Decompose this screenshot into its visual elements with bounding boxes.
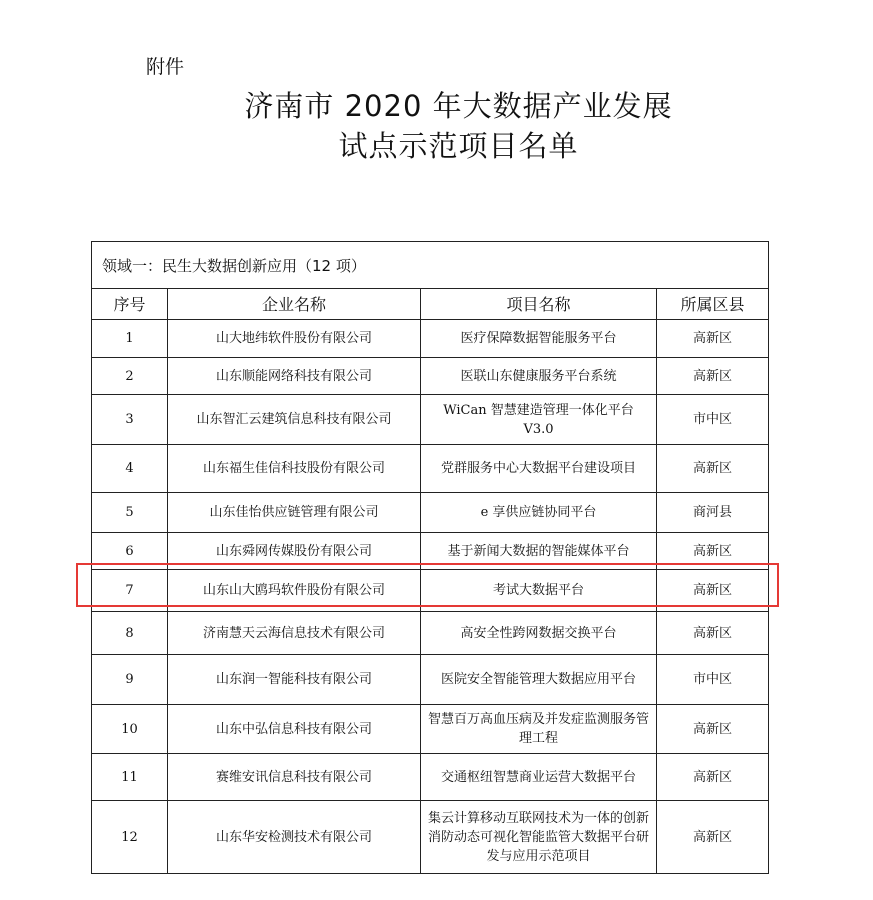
row-district: 高新区 bbox=[692, 368, 732, 384]
table-row bbox=[92, 705, 768, 754]
row-district: 市中区 bbox=[692, 412, 732, 427]
row-no: 5 bbox=[92, 493, 168, 532]
table-row bbox=[92, 358, 768, 395]
row-no: 12 bbox=[92, 801, 168, 873]
row-no: 8 bbox=[92, 612, 168, 654]
domain-heading: 领域一：民生大数据创新应用（12 项） bbox=[92, 242, 768, 289]
header-no: 序号 bbox=[92, 289, 168, 319]
row-project: 交通枢纽智慧商业运营大数据平台 bbox=[421, 754, 657, 800]
row-project: 党群服务中心大数据平台建设项目 bbox=[421, 445, 657, 492]
table-row bbox=[92, 655, 768, 705]
row-company: 山东顺能网络科技有限公司 bbox=[168, 358, 421, 394]
row-company: 赛维安讯信息科技有限公司 bbox=[168, 754, 421, 800]
table-row bbox=[92, 612, 768, 655]
document-title-line1: 济南市 2020 年大数据产业发展 bbox=[244, 89, 673, 123]
table-row bbox=[92, 320, 768, 358]
row-company: 山东中弘信息科技有限公司 bbox=[168, 705, 421, 753]
row-project: 高安全性跨网数据交换平台 bbox=[421, 612, 657, 654]
project-table bbox=[91, 241, 769, 874]
row-district: 高新区 bbox=[692, 583, 732, 598]
row-district: 高新区 bbox=[692, 331, 732, 346]
row-district: 高新区 bbox=[692, 625, 732, 641]
row-project: 集云计算移动互联网技术为一体的创新消防动态可视化智能监管大数据平台研发与应用示范项目 bbox=[421, 801, 657, 873]
row-company: 山东山大鸥玛软件股份有限公司 bbox=[168, 570, 421, 611]
row-no: 6 bbox=[92, 533, 168, 569]
row-company: 山东润一智能科技有限公司 bbox=[168, 655, 421, 704]
row-no: 4 bbox=[92, 445, 168, 492]
row-company: 山东佳怡供应链管理有限公司 bbox=[168, 493, 421, 532]
row-district: 高新区 bbox=[692, 769, 732, 785]
row-project: 医联山东健康服务平台系统 bbox=[421, 358, 657, 394]
row-no: 10 bbox=[92, 705, 168, 753]
row-district: 高新区 bbox=[692, 543, 732, 559]
row-project: e 享供应链协同平台 bbox=[421, 493, 657, 532]
table-row bbox=[92, 493, 768, 533]
table-row bbox=[92, 445, 768, 493]
table-row bbox=[92, 801, 768, 873]
row-project: 基于新闻大数据的智能媒体平台 bbox=[421, 533, 657, 569]
header-company: 企业名称 bbox=[168, 289, 421, 319]
header-district: 所属区县 bbox=[680, 294, 745, 314]
row-no: 11 bbox=[92, 754, 168, 800]
row-company: 山东华安检测技术有限公司 bbox=[168, 801, 421, 873]
row-company: 山大地纬软件股份有限公司 bbox=[168, 320, 421, 357]
row-district: 商河县 bbox=[692, 505, 732, 520]
row-project: 医院安全智能管理大数据应用平台 bbox=[421, 655, 657, 704]
row-company: 山东福生佳信科技股份有限公司 bbox=[168, 445, 421, 492]
row-no: 1 bbox=[92, 320, 168, 357]
row-company: 山东舜网传媒股份有限公司 bbox=[168, 533, 421, 569]
highlight-box bbox=[76, 563, 779, 607]
row-company: 济南慧天云海信息技术有限公司 bbox=[168, 612, 421, 654]
row-district: 高新区 bbox=[692, 829, 732, 845]
row-project: WiCan 智慧建造管理一体化平台 V3.0 bbox=[421, 395, 657, 444]
row-district: 高新区 bbox=[692, 721, 732, 737]
row-no: 7 bbox=[92, 570, 168, 611]
row-district: 市中区 bbox=[692, 672, 732, 687]
row-project: 医疗保障数据智能服务平台 bbox=[421, 320, 657, 357]
row-project: 考试大数据平台 bbox=[421, 570, 657, 611]
table-header-row bbox=[92, 289, 768, 320]
row-district: 高新区 bbox=[692, 461, 732, 476]
row-no: 9 bbox=[92, 655, 168, 704]
row-no: 3 bbox=[92, 395, 168, 444]
attachment-label: 附件 bbox=[146, 56, 185, 78]
row-project: 智慧百万高血压病及并发症监测服务管理工程 bbox=[421, 705, 657, 753]
document-title-line2: 试点示范项目名单 bbox=[338, 129, 579, 163]
table-row bbox=[92, 395, 768, 445]
row-company: 山东智汇云建筑信息科技有限公司 bbox=[168, 395, 421, 444]
row-no: 2 bbox=[92, 358, 168, 394]
table-row bbox=[92, 754, 768, 801]
header-project: 项目名称 bbox=[421, 289, 657, 319]
